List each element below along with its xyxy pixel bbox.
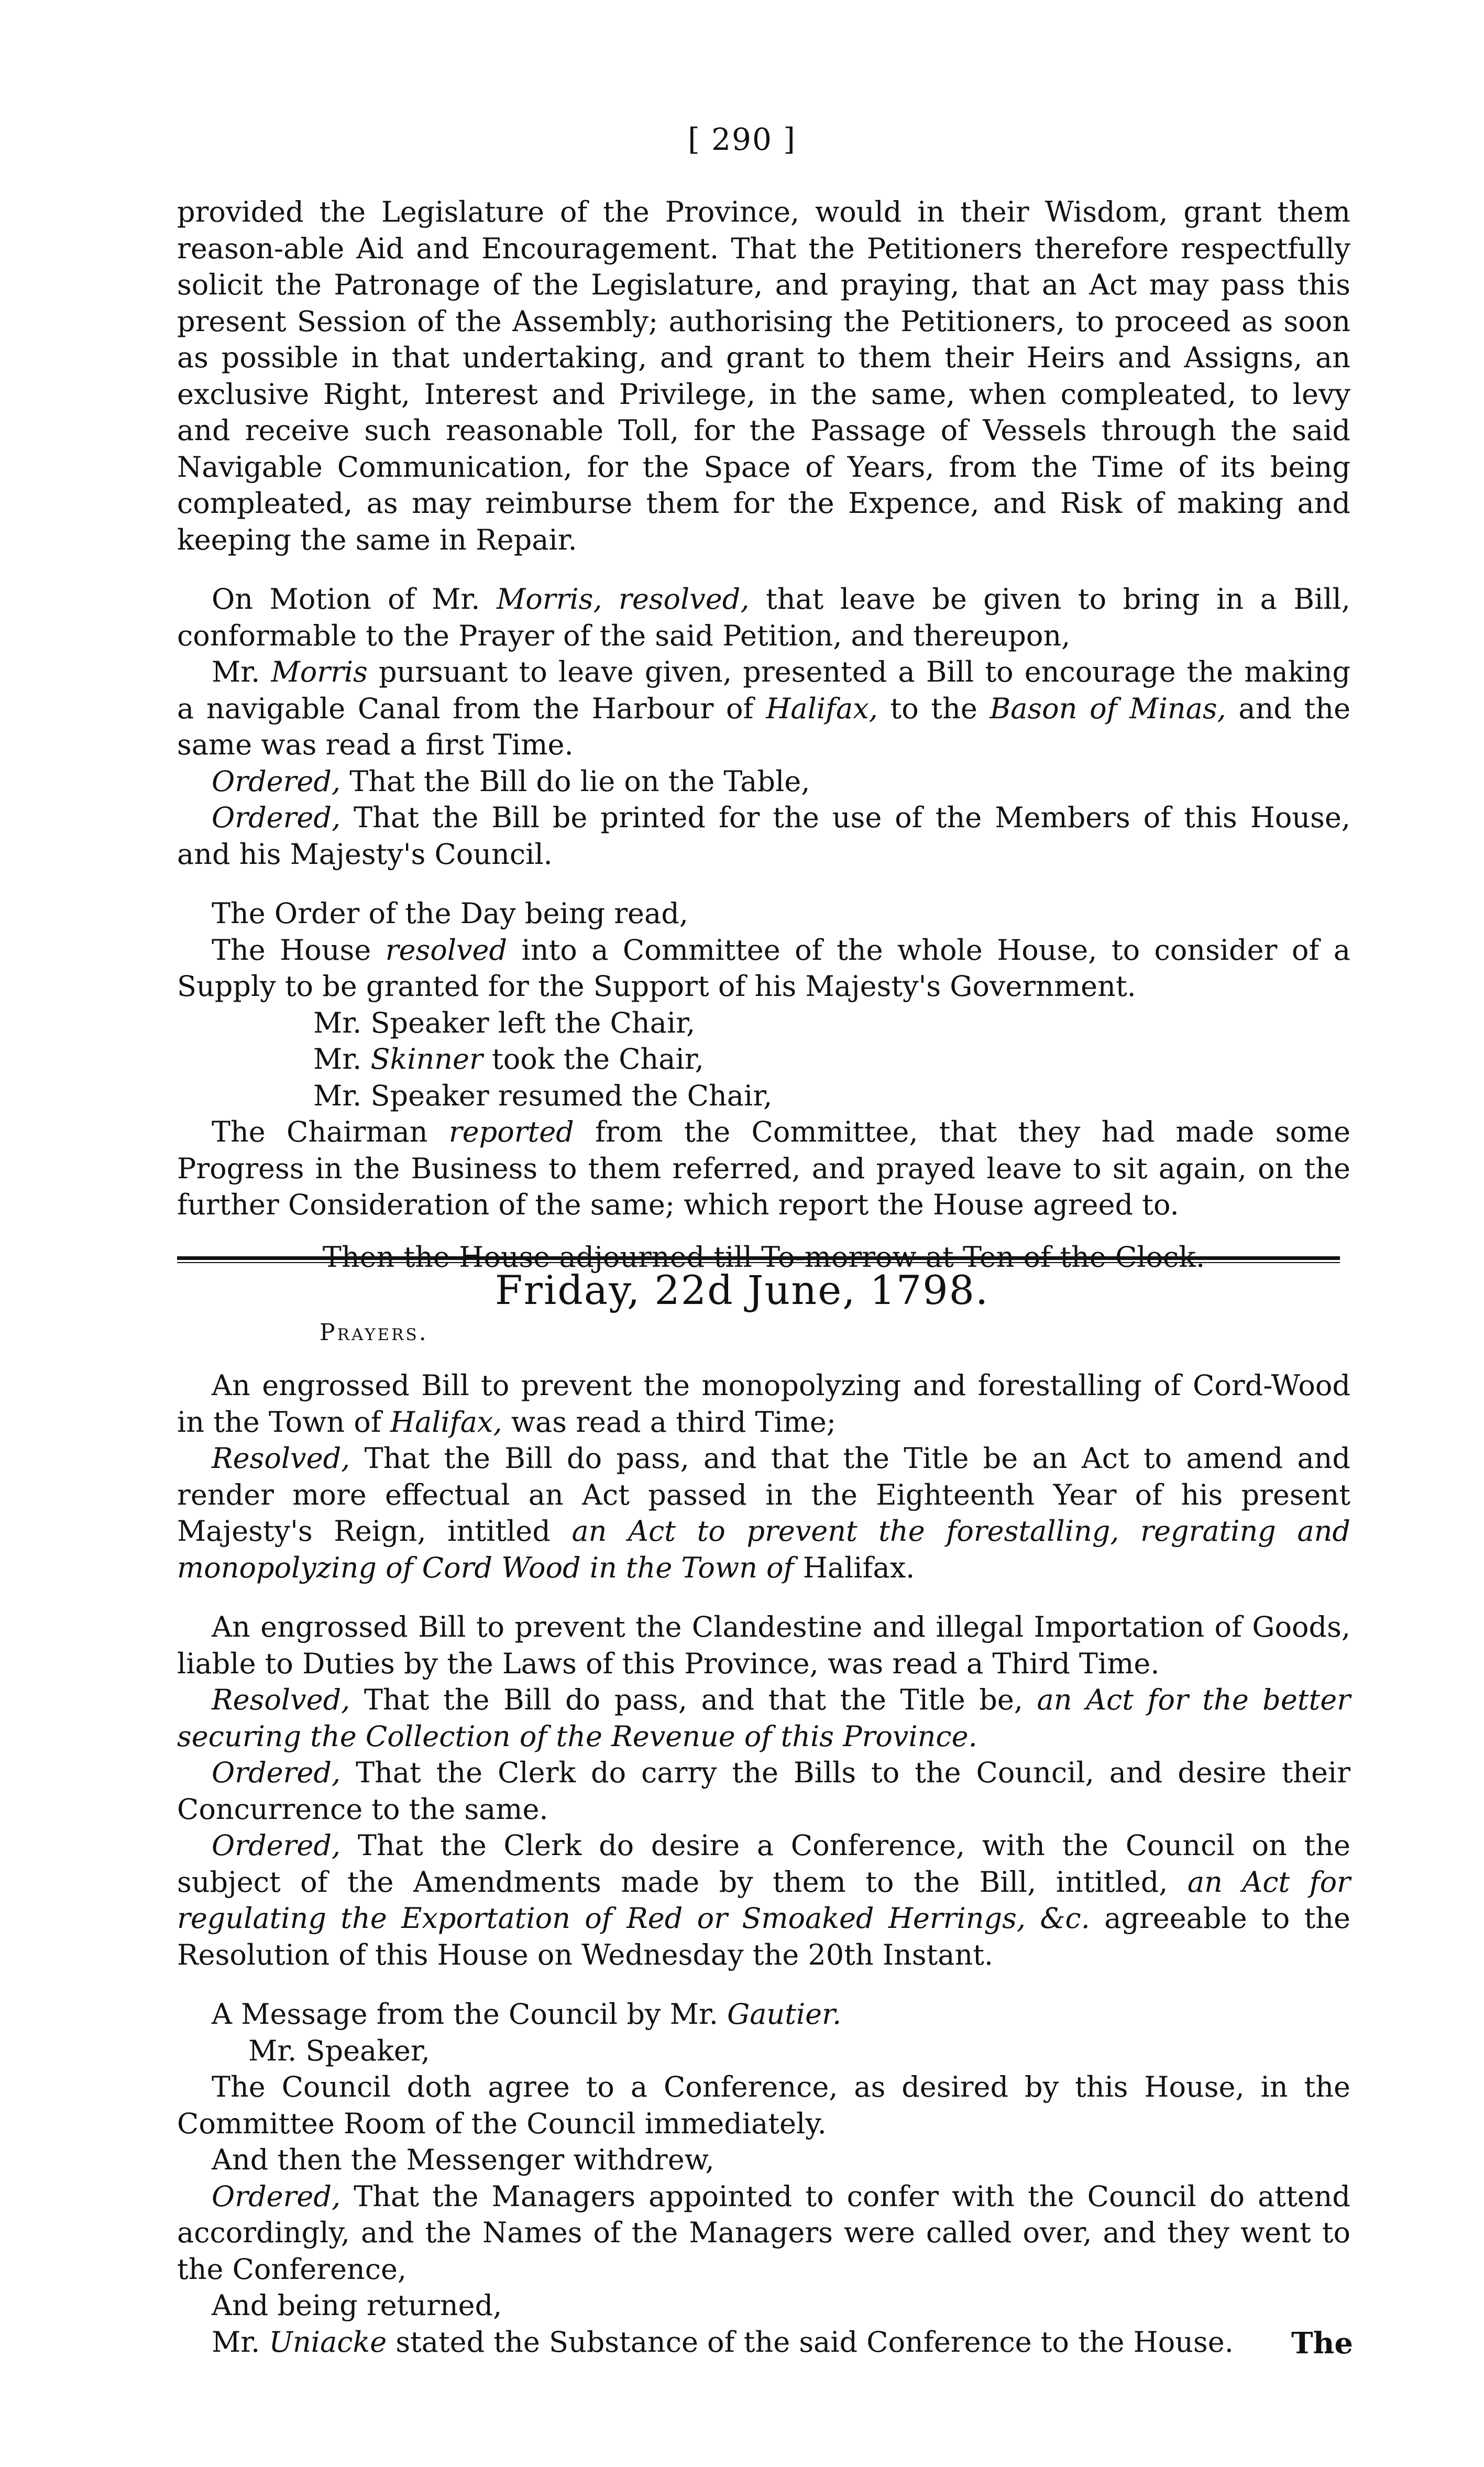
order-carry-bills: Ordered, That the Clerk do carry the Bills to the Council, and desire their Concurrence to the same.: [177, 1756, 1351, 1826]
member-name: Morris: [271, 655, 368, 688]
member-name: Uniacke: [269, 2325, 387, 2359]
adjournment: Then the House adjourned till To-morrow at Ten of the Clock.: [322, 1240, 1205, 1274]
page-number: [ 290 ]: [688, 122, 796, 157]
importation-resolution: Resolved, That the Bill do pass, and that the Title be, an Act for the better securing the Collection of the Revenue of this Province.: [177, 1683, 1351, 1753]
speaker-resumed-chair: Mr. Speaker resumed the Chair,: [313, 1079, 773, 1112]
importation-bill: An engrossed Bill to prevent the Clandestine and illegal Importation of Goods, liable to Duties by the Laws of this Province, was read a Third Time.: [177, 1610, 1350, 1680]
prayers-label: Prayers.: [320, 1319, 428, 1346]
messenger-withdrew: And then the Messenger withdrew,: [212, 2143, 714, 2176]
salutation: Mr. Speaker,: [248, 2034, 430, 2067]
being-returned: And being returned,: [212, 2289, 502, 2322]
chairman-report: The Chairman reported from the Committee, that they had made some Progress in the Business to them referred, and prayed leave to sit again, on the further Consideration of the same; which report the House agreed to.: [177, 1115, 1351, 1221]
order-of-day: The Order of the Day being read,: [212, 897, 688, 930]
section-divider: [177, 1256, 1340, 1263]
order-bill-printed: Ordered, That the Bill be printed for the use of the Members of this House, and his Majesty's Council.: [177, 801, 1351, 871]
member-name: Gautier.: [727, 1998, 842, 2031]
cordwood-resolution: Resolved, That the Bill do pass, and that the Title be an Act to amend and render more effectual an Act passed in the Eighteenth Year of his present Majesty's Reign, intitled an Act to prevent the forestalling, regrating and monopolyzing of Cord Wood in the Town of Halifax.: [177, 1442, 1350, 1584]
council-message: A Message from the Council by Mr. Gautier.: [212, 1998, 842, 2031]
committee-of-supply: The House resolved into a Committee of the whole House, to consider of a Supply to be granted for the Support of his Majesty's Government.: [177, 933, 1351, 1003]
day-heading: Friday, 22d June, 1798.: [494, 1267, 990, 1313]
petition-continuation: [177, 194, 1350, 1275]
skinner-took-chair: Mr. Skinner took the Chair,: [313, 1043, 704, 1076]
order-managers-attend: Ordered, That the Managers appointed to confer with the Council do attend accordingly, and the Names of the Managers were called over, and they went to the Conference,: [177, 2179, 1351, 2286]
petition-text: provided the Legislature of the Province, would in their Wisdom, grant them reason-able Aid and Encouragement. That the Petitioners therefore respectfully solicit the Patronage of the Legislature, and praying, that an Act may pass this present Session of the Assembly; authorising the Petitioners, to proceed as soon as possible in that undertaking, and grant to them their Heirs and Assigns, an exclusive Right, Interest and Privilege, in the same, when compleated, to levy and receive such reasonable Toll, for the Passage of Vessels through the said Navigable Communication, for the Space of Years, from the Time of its being compleated, as may reimburse them for the Expence, and Risk of making and keeping the same in Repair.: [177, 195, 1350, 556]
speaker-left-chair: Mr. Speaker left the Chair,: [313, 1006, 696, 1039]
bill-presented-paragraph: Mr. Morris pursuant to leave given, presented a Bill to encourage the making a navigable Canal from the Harbour of Halifax, to the Bason of Minas, and the same was read a first Time.: [177, 655, 1351, 761]
uniacke-statement: Mr. Uniacke stated the Substance of the said Conference to the House.: [212, 2325, 1234, 2359]
motion-paragraph: On Motion of Mr. Morris, resolved, that leave be given to bring in a Bill, conformable to the Prayer of the said Petition, and thereupon,: [177, 583, 1350, 652]
catchword: The: [1291, 2326, 1353, 2361]
member-name: Morris,: [496, 583, 602, 616]
council-agrees: The Council doth agree to a Conference, as desired by this House, in the Committee Room of the Council immediately.: [177, 2070, 1350, 2140]
order-conference: Ordered, That the Clerk do desire a Conference, with the Council on the subject of the Amendments made by them to the Bill, intitled, an Act for regulating the Exportation of Red or Smoaked Herrings, &c. agreeable to the Resolution of this House on Wednesday the 20th Instant.: [177, 1829, 1351, 1971]
friday-proceedings: [177, 1367, 1350, 2360]
cordwood-bill: An engrossed Bill to prevent the monopolyzing and forestalling of Cord-Wood in the Town of Halifax, was read a third Time;: [177, 1369, 1350, 1439]
order-lie-on-table: Ordered, That the Bill do lie on the Table,: [212, 764, 810, 798]
member-name: Skinner: [370, 1043, 483, 1076]
